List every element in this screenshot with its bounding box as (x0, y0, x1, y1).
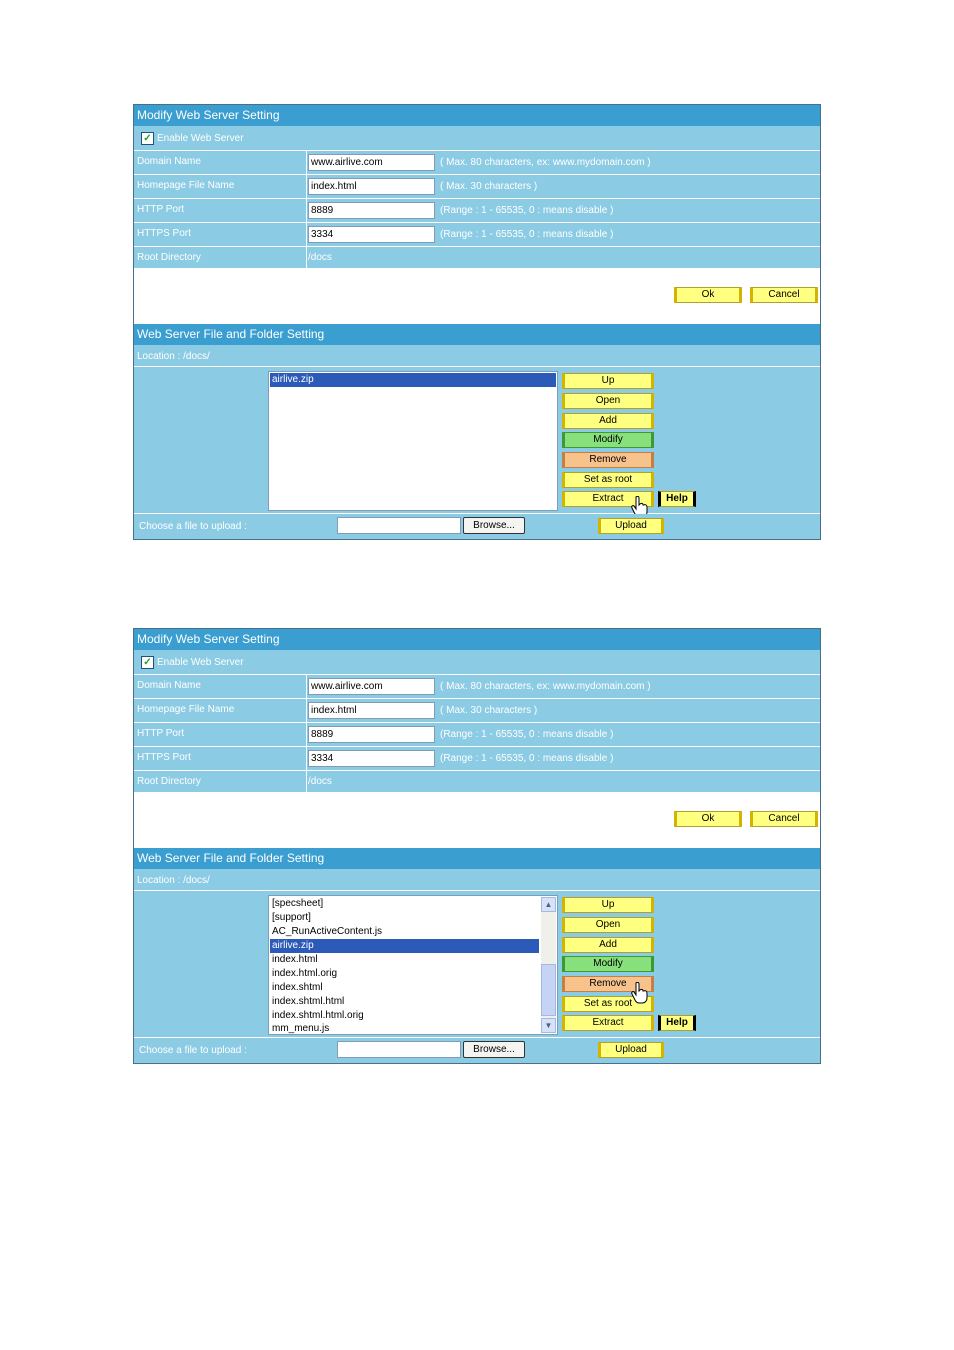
upload-button[interactable]: Upload (598, 1042, 664, 1058)
domain-hint: ( Max. 80 characters, ex: www.mydomain.com ) (440, 681, 651, 692)
list-item[interactable]: [support] (272, 912, 311, 923)
chevron-up-icon[interactable]: ▲ (541, 897, 556, 912)
list-scrollbar[interactable] (541, 897, 556, 1033)
remove-button[interactable]: Remove (562, 976, 654, 992)
location-label: Location : /docs/ (137, 351, 210, 362)
upload-file-input[interactable] (337, 517, 461, 534)
homepage-input[interactable]: index.html (308, 702, 435, 719)
upload-file-input[interactable] (337, 1041, 461, 1058)
list-item[interactable]: index.shtml.html (272, 996, 345, 1007)
file-list[interactable] (268, 371, 558, 511)
root-dir-label: Root Directory (137, 252, 201, 263)
set-as-root-button[interactable]: Set as root (562, 996, 654, 1012)
enable-web-server-label: Enable Web Server (157, 133, 244, 144)
https-port-row (134, 223, 820, 247)
domain-hint: ( Max. 80 characters, ex: www.mydomain.com ) (440, 157, 651, 168)
location-row (134, 346, 820, 367)
domain-label: Domain Name (137, 680, 201, 691)
https-port-label: HTTPS Port (137, 228, 191, 239)
homepage-input[interactable]: index.html (308, 178, 435, 195)
http-port-row (134, 199, 820, 223)
https-port-input[interactable]: 3334 (308, 750, 435, 767)
upload-label: Choose a file to upload : (139, 521, 247, 532)
http-port-hint: (Range : 1 - 65535, 0 : means disable ) (440, 729, 614, 740)
web-server-panel-2 (133, 628, 821, 1064)
list-item[interactable]: AC_RunActiveContent.js (272, 926, 383, 937)
homepage-hint: ( Max. 30 characters ) (440, 181, 538, 192)
https-port-row (134, 747, 820, 771)
modify-header: Modify Web Server Setting (134, 105, 820, 126)
http-port-input[interactable]: 8889 (308, 726, 435, 743)
domain-row (134, 675, 820, 699)
file-browser-row (134, 891, 820, 1038)
cancel-button[interactable]: Cancel (750, 811, 818, 827)
domain-label: Domain Name (137, 156, 201, 167)
list-item[interactable]: index.shtml.html.orig (272, 1010, 364, 1021)
modify-button[interactable]: Modify (562, 432, 654, 448)
open-button[interactable]: Open (562, 917, 654, 933)
upload-row (134, 1038, 820, 1062)
extract-button[interactable]: Extract (562, 491, 654, 507)
extract-button[interactable]: Extract (562, 1015, 654, 1031)
enable-web-server-checkbox[interactable]: ✓ (141, 656, 154, 669)
browse-button[interactable]: Browse... (463, 517, 525, 534)
up-button[interactable]: Up (562, 373, 654, 389)
root-dir-label: Root Directory (137, 776, 201, 787)
ok-button[interactable]: Ok (674, 811, 742, 827)
file-browser-row (134, 367, 820, 514)
root-dir-row (134, 247, 820, 269)
button-area (134, 793, 820, 848)
scrollbar-thumb[interactable] (541, 964, 556, 1016)
http-port-row (134, 723, 820, 747)
domain-row (134, 151, 820, 175)
upload-row (134, 514, 820, 538)
add-button[interactable]: Add (562, 413, 654, 429)
chevron-down-icon[interactable]: ▼ (541, 1018, 556, 1033)
upload-button[interactable]: Upload (598, 518, 664, 534)
http-port-label: HTTP Port (137, 728, 185, 739)
modify-header: Modify Web Server Setting (134, 629, 820, 650)
homepage-label: Homepage File Name (137, 704, 235, 715)
list-item[interactable]: index.shtml (272, 982, 323, 993)
domain-input[interactable]: www.airlive.com (308, 678, 435, 695)
list-item[interactable]: mm_menu.js (272, 1023, 330, 1034)
open-button[interactable]: Open (562, 393, 654, 409)
homepage-row (134, 175, 820, 199)
cancel-button[interactable]: Cancel (750, 287, 818, 303)
root-dir-row (134, 771, 820, 793)
button-area (134, 269, 820, 324)
https-port-label: HTTPS Port (137, 752, 191, 763)
remove-button[interactable]: Remove (562, 452, 654, 468)
list-item[interactable]: [specsheet] (272, 898, 324, 909)
enable-row (134, 651, 820, 675)
add-button[interactable]: Add (562, 937, 654, 953)
location-row (134, 870, 820, 891)
root-dir-value: /docs (308, 776, 332, 787)
homepage-row (134, 699, 820, 723)
enable-row (134, 127, 820, 151)
browse-button[interactable]: Browse... (463, 1041, 525, 1058)
hand-pointer-icon (631, 982, 649, 1004)
file-folder-header: Web Server File and Folder Setting (134, 848, 820, 869)
list-item[interactable]: index.html.orig (272, 968, 338, 979)
list-item[interactable]: airlive.zip (270, 939, 539, 953)
modify-button[interactable]: Modify (562, 956, 654, 972)
https-port-input[interactable]: 3334 (308, 226, 435, 243)
help-button[interactable]: Help (658, 1015, 696, 1031)
list-item[interactable]: index.html (272, 954, 318, 965)
file-folder-header: Web Server File and Folder Setting (134, 324, 820, 345)
http-port-hint: (Range : 1 - 65535, 0 : means disable ) (440, 205, 614, 216)
file-list[interactable] (268, 895, 558, 1035)
web-server-panel-1 (133, 104, 821, 540)
set-as-root-button[interactable]: Set as root (562, 472, 654, 488)
list-item[interactable]: airlive.zip (270, 373, 556, 387)
https-port-hint: (Range : 1 - 65535, 0 : means disable ) (440, 229, 614, 240)
domain-input[interactable]: www.airlive.com (308, 154, 435, 171)
http-port-label: HTTP Port (137, 204, 185, 215)
up-button[interactable]: Up (562, 897, 654, 913)
ok-button[interactable]: Ok (674, 287, 742, 303)
homepage-hint: ( Max. 30 characters ) (440, 705, 538, 716)
homepage-label: Homepage File Name (137, 180, 235, 191)
enable-web-server-label: Enable Web Server (157, 657, 244, 668)
location-label: Location : /docs/ (137, 875, 210, 886)
help-button[interactable]: Help (658, 491, 696, 507)
https-port-hint: (Range : 1 - 65535, 0 : means disable ) (440, 753, 614, 764)
root-dir-value: /docs (308, 252, 332, 263)
http-port-input[interactable]: 8889 (308, 202, 435, 219)
enable-web-server-checkbox[interactable]: ✓ (141, 132, 154, 145)
upload-label: Choose a file to upload : (139, 1045, 247, 1056)
